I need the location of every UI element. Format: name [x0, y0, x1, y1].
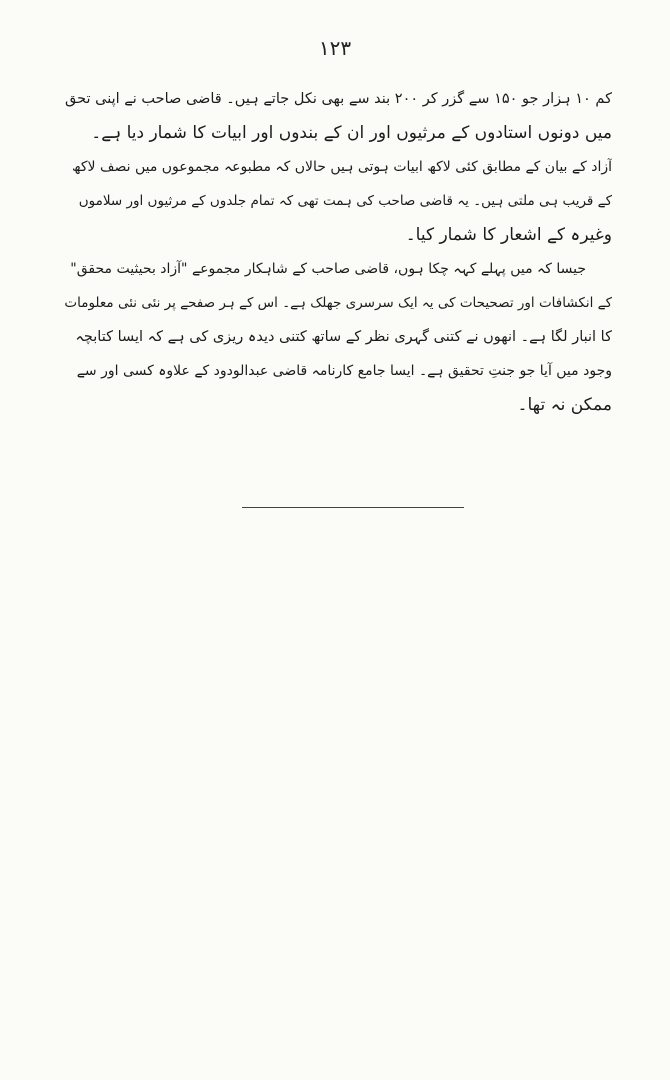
paragraph-1-line-1: کم ۱۰ ہزار جو ۱۵۰ سے گزر کر ۲۰۰ بند سے بھی نکل جاتے ہیں۔ قاضی صاحب نے اپنی تحق: [65, 91, 612, 107]
paragraph-1-line-5: وغیرہ کے اشعار کا شمار کیا۔: [405, 225, 612, 245]
paragraph-1-line-2: میں دونوں استادوں کے مرثیوں اور ان کے بندوں اور ابیات کا شمار دیا ہے۔: [91, 123, 612, 143]
paragraph-2-line-3: کا انبار لگا ہے۔ انھوں نے کتنی گہری نظر کے ساتھ کتنی دیدہ ریزی کی ہے کہ ایسا کتابچہ: [75, 329, 612, 345]
paragraph-2-line-5: ممکن نہ تھا۔: [517, 395, 612, 415]
end-rule-divider: [242, 507, 464, 508]
paragraph-2-line-2: کے انکشافات اور تصحیحات کی یہ ایک سرسری جھلک ہے۔ اس کے ہر صفحے پر نئی نئی معلومات: [64, 295, 612, 311]
paragraph-2-line-1: جیسا کہ میں پہلے کہہ چکا ہوں، قاضی صاحب کے شاہکار مجموعے "آزاد بحیثیت محقق": [70, 261, 586, 277]
paragraph-2-line-4: وجود میں آیا جو جنتِ تحقیق ہے۔ ایسا جامع کارنامہ قاضی عبدالودود کے علاوہ کسی اور سے: [76, 363, 612, 379]
body-text: [64, 82, 612, 422]
paragraph-1-line-4: کے قریب ہی ملتی ہیں۔ یہ قاضی صاحب کی ہمت تھی کہ تمام جلدوں کے مرثیوں اور سلاموں: [78, 193, 612, 209]
paragraph-1-line-3: آزاد کے بیان کے مطابق کئی لاکھ ابیات ہوتی ہیں حالاں کہ مطبوعہ مجموعوں میں نصف لاکھ: [72, 159, 612, 175]
page-number: ۱۲۳: [318, 36, 352, 60]
